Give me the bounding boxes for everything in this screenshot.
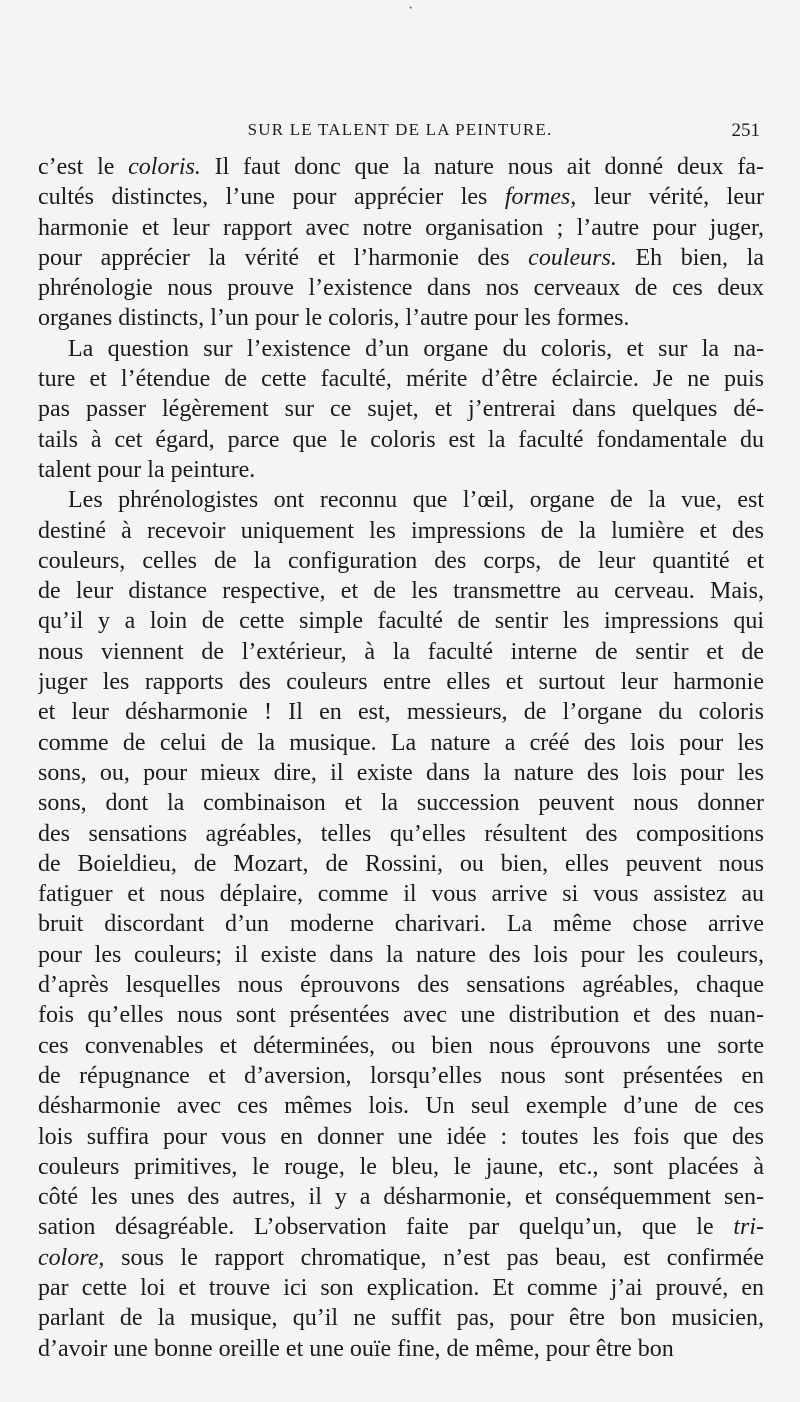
text-line: désharmonie avec ces mêmes lois. Un seul exemple d’une de ces — [38, 1093, 764, 1120]
text-line: Les phrénologistes ont reconnu que l’œil, organe de la vue, est — [68, 487, 764, 514]
text-line: de Boieldieu, de Mozart, de Rossini, ou bien, elles peuvent nous — [38, 850, 764, 877]
text-line: ces convenables et déterminées, ou bien nous éprouvons une sorte — [38, 1032, 764, 1059]
text-line: de répugnance et d’aversion, lorsqu’elles nous sont présentées en — [38, 1062, 764, 1089]
text-line: fatiguer et nous déplaire, comme il vous arrive si vous assistez au — [38, 881, 764, 908]
text-line: lois suffira pour vous en donner une idée : toutes les fois que des — [38, 1123, 764, 1150]
text-line: d’avoir une bonne oreille et une ouïe fine, de même, pour être bon — [38, 1335, 674, 1362]
text-line: côté les unes des autres, il y a désharmonie, et conséquemment sen- — [38, 1184, 764, 1211]
text-line: talent pour la peinture. — [38, 456, 256, 483]
text-line: qu’il y a loin de cette simple faculté de sentir les impressions qui — [38, 608, 764, 635]
text-line: colore, sous le rapport chromatique, n’est pas beau, est confirmée — [38, 1244, 764, 1271]
text-line: de leur distance respective, et de les transmettre au cerveau. Mais, — [38, 578, 764, 605]
text-line: phrénologie nous prouve l’existence dans nos cerveaux de ces deux — [38, 275, 764, 302]
text-line: juger les rapports des couleurs entre elles et surtout leur harmonie — [38, 669, 764, 696]
text-line: d’après lesquelles nous éprouvons des sensations agréables, chaque — [38, 972, 764, 999]
text-line: bruit discordant d’un moderne charivari. La même chose arrive — [38, 911, 764, 938]
text-line: fois qu’elles nous sont présentées avec une distribution et des nuan- — [38, 1002, 764, 1029]
text-line: des sensations agréables, telles qu’elles résultent des compositions — [38, 820, 764, 847]
text-line: sation désagréable. L’observation faite par quelqu’un, que le tri- — [38, 1214, 764, 1241]
text-line: et leur désharmonie ! Il en est, messieurs, de l’organe du coloris — [38, 699, 764, 726]
body-text — [38, 152, 764, 1364]
scan-speck: · — [408, 0, 414, 17]
text-line: pour les couleurs; il existe dans la nature des lois pour les couleurs, — [38, 941, 764, 968]
text-line: organes distincts, l’un pour le coloris, l’autre pour les formes. — [38, 305, 630, 332]
text-line: couleurs primitives, le rouge, le bleu, le jaune, etc., sont placées à — [38, 1153, 764, 1180]
page-number: 251 — [731, 120, 760, 141]
text-line: c’est le coloris. Il faut donc que la nature nous ait donné deux fa- — [38, 154, 764, 180]
text-line: pas passer légèrement sur ce sujet, et j’entrerai dans quelques dé- — [38, 396, 764, 423]
text-line: pour apprécier la vérité et l’harmonie des couleurs. Eh bien, la — [38, 244, 764, 271]
text-line: sons, ou, pour mieux dire, il existe dans la nature des lois pour les — [38, 759, 764, 786]
text-line: parlant de la musique, qu’il ne suffit pas, pour être bon musicien, — [38, 1305, 764, 1332]
text-line: sons, dont la combinaison et la succession peuvent nous donner — [38, 790, 764, 817]
page-header — [40, 118, 760, 144]
text-line: couleurs, celles de la configuration des corps, de leur quantité et — [38, 547, 764, 574]
text-line: ture et l’étendue de cette faculté, mérite d’être éclaircie. Je ne puis — [38, 366, 764, 393]
text-line: La question sur l’existence d’un organe du coloris, et sur la na- — [68, 335, 764, 362]
text-line: destiné à recevoir uniquement les impressions de la lumière et des — [38, 517, 764, 544]
text-line: harmonie et leur rapport avec notre organisation ; l’autre pour juger, — [38, 214, 764, 241]
text-line: comme de celui de la musique. La nature a créé des lois pour les — [38, 729, 764, 756]
text-line: nous viennent de l’extérieur, à la faculté interne de sentir et de — [38, 638, 764, 665]
text-line: cultés distinctes, l’une pour apprécier les formes, leur vérité, leur — [38, 184, 764, 211]
text-line: tails à cet égard, parce que le coloris est la faculté fondamentale du — [38, 426, 764, 453]
text-line: par cette loi et trouve ici son explication. Et comme j’ai prouvé, en — [38, 1274, 764, 1301]
running-head: SUR LE TALENT DE LA PEINTURE. — [247, 120, 553, 139]
